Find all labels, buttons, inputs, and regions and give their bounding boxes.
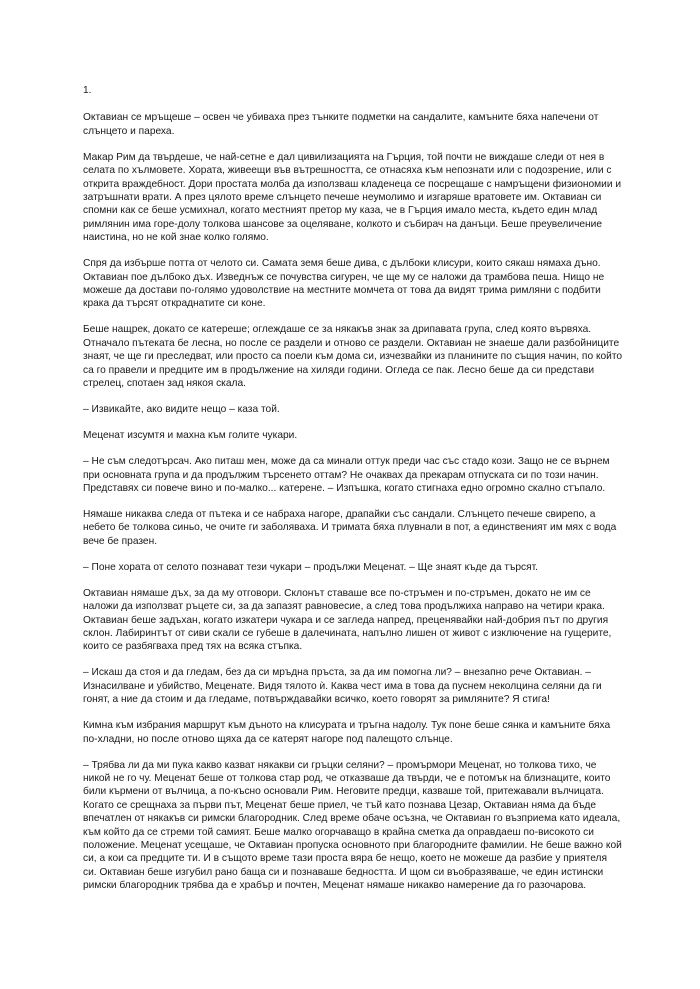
chapter-number: 1. (83, 85, 92, 96)
paragraph: Макар Рим да твърдеше, че най-сетне е дал цивилизацията на Гърция, той почти не виждаше следи от нея в селата по хълмовете. Хората, живеещи във вътрешността, се отнасяха към непознати или с подозрение, или с открита враждебност. Дори простата молба да използваш кладенеца се посрещаше с намръщени физиономии и затръшнати врати. А през цялото време слънцето печеше неумолимо и изгаряше вратовете им. Октавиан си спомни как се беше усмихнал, когато местният претор му каза, че в Гърция имало места, където един млад римлянин има горе-долу толкова шансове за оцеляване, колкото и събирач на данъци. Беше преувеличение наистина, но не кой знае колко голямо. (83, 151, 622, 244)
paragraph: – Не съм следотърсач. Ако питаш мен, може да са минали оттук преди час със стадо кози. Защо не се върнем при основната група и да продължим търсенето оттам? Не очаквах да прекарам отпуската си по този начин. Представях си повече вино и по-малко... катерене. – Изпъшка, когато стигнаха едно огромно скално стъпало. (83, 456, 610, 494)
document-page (83, 84, 623, 905)
paragraph: Беше нащрек, докато се катереше; оглеждаше се за някакъв знак за дрипавата група, след която вървяха. Отначало пътеката бе лесна, но после се раздели и отново се раздели. Октавиан не знаеше дали разбойниците знаят, че ще ги преследват, или просто са поели към дома си, изчезвайки из планините по същия начин, по който са го правели и предците им в продължение на хиляди години. Огледа се пак. Лесно беше да си представи стрелец, спотаен зад някоя скала. (83, 324, 623, 390)
paragraph: Октавиан нямаше дъх, за да му отговори. Склонът ставаше все по-стръмен и по-стръмен, докато не им се наложи да използват ръцете си, за да запазят равновесие, а след това продължиха направо на четири крака. Октавиан беше задъхан, когато изкатери чукара и се загледа напред, преценявайки най-добрия път по другия склон. Лабиринтът от сиви скали се губеше в далечината, напълно лишен от живот с изключение на гущерите, които се разбягваха пред тях на всяка стъпка. (83, 587, 612, 653)
paragraph: Октавиан се мръщеше – освен че убиваха през тънките подметки на сандалите, камъните бяха напечени от слънцето и пареха. (83, 112, 599, 137)
paragraph: – Извикайте, ако видите нещо – каза той. (83, 404, 280, 416)
paragraph: Спря да избърше потта от челото си. Самата земя беше дива, с дълбоки клисури, които сякаш нямаха дъно. Октавиан пое дълбоко дъх. Изведнъж се почувства сигурен, че ще му се наложи да трамбова пеша. Нищо не можеше да достави по-голямо удоволствие на местните момчета от това да видят трима римляни с подбити крака да търсят откраднатите си коне. (83, 258, 605, 310)
paragraph: – Поне хората от селото познават тези чукари – продължи Меценат. – Ще знаят къде да търсят. (83, 561, 539, 573)
paragraph: – Трябва ли да ми пука какво казват някакви си гръцки селяни? – промърмори Меценат, но толкова тихо, че никой не го чу. Меценат беше от толкова стар род, че отказваше да твърди, че е потомък на близнаците, които били кърмени от вълчица, а по-късно основали Рим. Неговите предци, казваше той, притежавали вълчицата. Когато се срещнаха за първи път, Меценат беше приел, че тъй като познава Цезар, Октавиан няма да бъде впечатлен от някакъв си римски благородник. След време обаче осъзна, че Октавиан го възприема като идеала, към който да се стреми той самият. Беше малко огорчаващо в крайна сметка да оправдаеш по-високото си положение. Меценат усещаше, че Октавиан пропуска основното при благородните фамилии. Не беше важно кой си, а кои са предците ти. И в същото време тази проста вяра бе нещо, което не можеше да разбие у приятеля си. Октавиан беше изгубил рано баща си и познаваше бедността. И щом си въобразяваше, че един истински римски благородник трябва да е храбър и почтен, Меценат нямаше никакво намерение да го разочарова. (83, 759, 622, 892)
paragraph: – Искаш да стоя и да гледам, без да си мръдна пръста, за да им помогна ли? – внезапно рече Октавиан. – Изнасилване и убийство, Меценате. Видя тялото ѝ. Каква чест има в това да пуснем неколцина селяни да ги гонят, а ние да стоим и да гледаме, потвърждавайки всичко, което говорят за римляните? Я стига! (83, 667, 602, 706)
paragraph: Меценат изсумтя и махна към голите чукари. (83, 430, 298, 442)
paragraph: Нямаше никаква следа от пътека и се набраха нагоре, драпайки със сандали. Слънцето печеше свирепо, а небето бе толкова синьо, че очите ги заболяваха. И тримата бяха плувнали в пот, а единственият им мях с вода вече бе празен. (83, 508, 617, 547)
paragraph: Кимна към избрания маршрут към дъното на клисурата и тръгна надолу. Тук поне беше сянка и камъните бяха по-хладни, но после отново щяха да се катерят нагоре под палещото слънце. (83, 720, 611, 745)
